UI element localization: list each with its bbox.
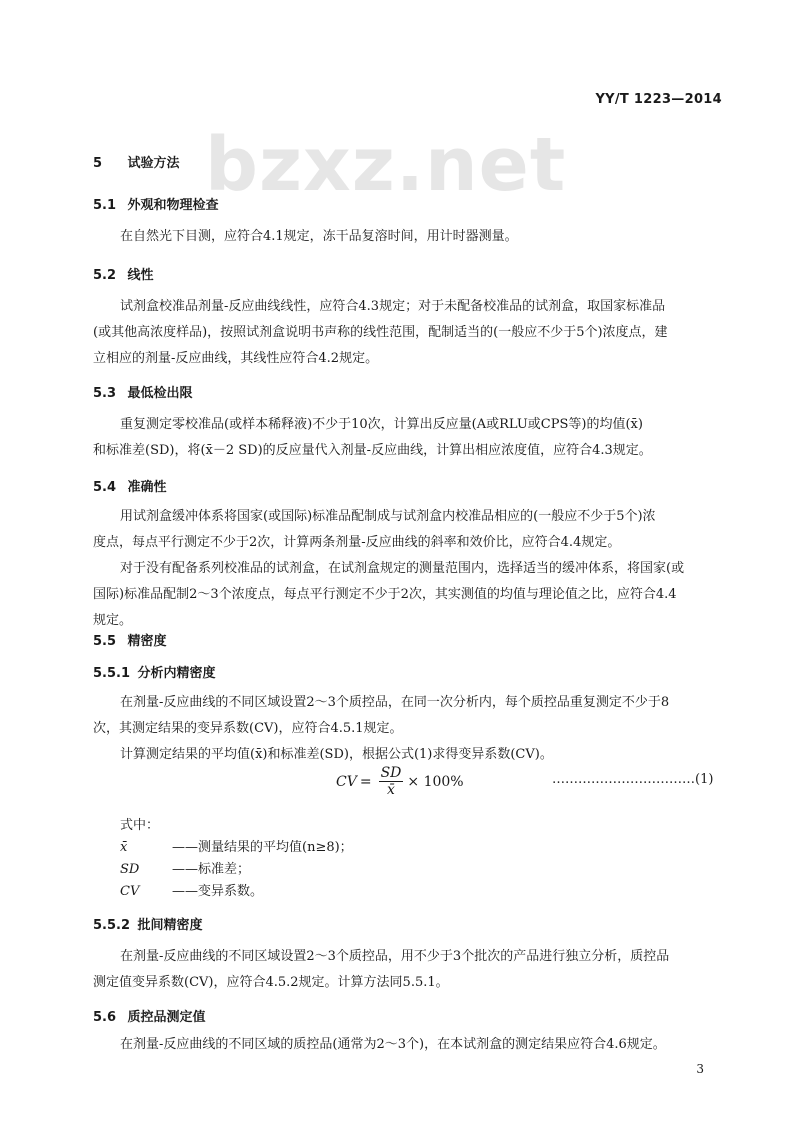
where-item: SD ——标准差； <box>120 862 251 877</box>
page-number: 3 <box>696 1062 704 1076</box>
where-item: CV ——变异系数。 <box>120 884 264 899</box>
section-5-2-heading: 5.2 线性 <box>93 268 154 283</box>
section-5-1-heading: 5.1 外观和物理检查 <box>93 198 219 213</box>
section-5-5-2-body: 在剂量-反应曲线的不同区域设置2～3个质控品，用不少于3个批次的产品进行独立分析，质控品 测定值变异系数(CV)，应符合4.5.2规定。计算方法同5.5.1。 <box>93 949 670 990</box>
section-5-4-heading: 5.4 准确性 <box>93 480 167 495</box>
watermark: bzxz.net <box>205 122 567 208</box>
cv-formula: CV = $\frac{SD}{x̄}$ × 100% <box>336 765 464 798</box>
section-5-5-1-heading: 5.5.1 分析内精密度 <box>93 666 216 681</box>
section-5-4-body: 用试剂盒缓冲体系将国家(或国际)标准品配制成与试剂盒内校准品相应的(一般应不少于5个)浓 度点，每点平行测定不少于2次，计算两条剂量-反应曲线的斜率和效价比，应符合4.4规定。 对于没有配备系列校准品的试剂盒，在试剂盒规定的测量范围内，选择适当的缓冲体系，将国家(或 国际)标准品配制2～3个浓度点，每点平行测定不少于2次，其实测值的均值与理论值之比，应符合4.4 规定。 <box>93 509 685 628</box>
section-5-6-body: 在剂量-反应曲线的不同区域的质控品(通常为2～3个)，在本试剂盒的测定结果应符合4.6规定。 <box>120 1037 666 1052</box>
section-5-heading: 5 试验方法 <box>93 156 180 171</box>
section-5-5-heading: 5.5 精密度 <box>93 634 167 649</box>
formula-fraction: $\frac{SD}{x̄}$ <box>380 765 402 798</box>
section-5-5-2-heading: 5.5.2 批间精密度 <box>93 918 203 933</box>
section-5-3-body: 重复测定零校准品(或样本稀释液)不少于10次，计算出反应量(A或RLU或CPS等)的均值(x̄) 和标准差(SD)，将(x̄－2 SD)的反应量代入剂量-反应曲线，计算出相应浓度值，应符合4.3规定。 <box>93 417 652 458</box>
formula-number: ……………………………(1) <box>552 772 714 787</box>
section-5-6-heading: 5.6 质控品测定值 <box>93 1010 206 1025</box>
section-5-2-body: 试剂盒校准品剂量-反应曲线线性，应符合4.3规定；对于未配备校准品的试剂盒，取国家标准品 (或其他高浓度样品)，按照试剂盒说明书声称的线性范围，配制适当的(一般应不少于5个)浓度点，建 立相应的剂量-反应曲线，其线性应符合4.2规定。 <box>93 299 668 366</box>
standard-code: YY/T 1223—2014 <box>595 92 722 107</box>
section-5-5-1-body: 在剂量-反应曲线的不同区域设置2～3个质控品，在同一次分析内，每个质控品重复测定不少于8 次，其测定结果的变异系数(CV)，应符合4.5.1规定。 计算测定结果的平均值(x̄)和标准差(SD)，根据公式(1)求得变异系数(CV)。 <box>93 695 670 762</box>
section-5-1-body: 在自然光下目测，应符合4.1规定，冻干品复溶时间，用计时器测量。 <box>120 229 518 244</box>
where-item: x̄ ——测量结果的平均值(n≥8)； <box>120 840 353 855</box>
where-intro: 式中： <box>120 818 160 833</box>
section-5-3-heading: 5.3 最低检出限 <box>93 386 193 401</box>
